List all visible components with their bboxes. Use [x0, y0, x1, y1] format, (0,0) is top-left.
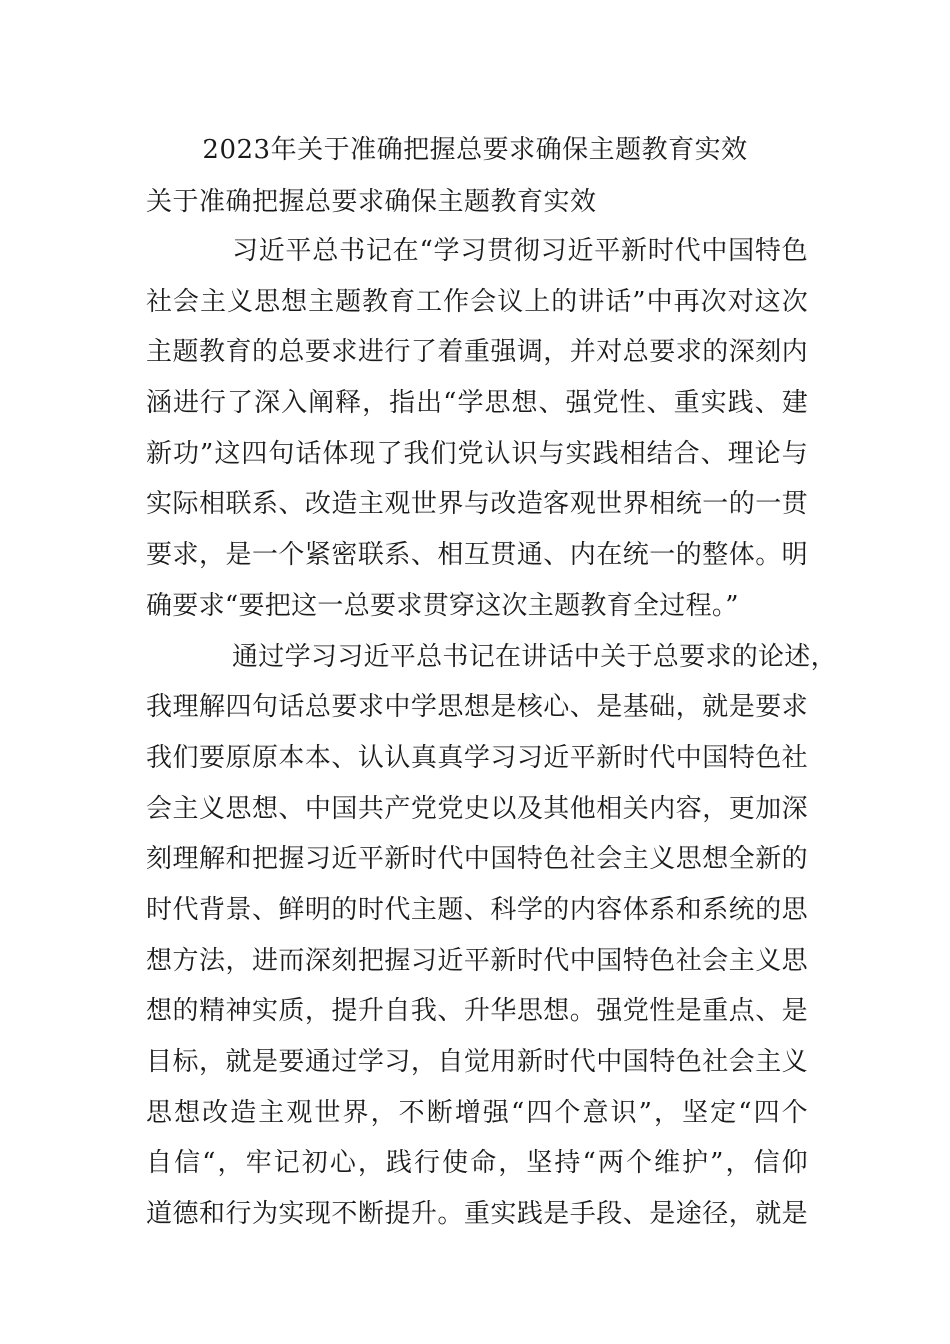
paragraph-line: 习近平总书记在“学习贯彻习近平新时代中国特色 [232, 236, 808, 266]
paragraph-line: 确要求“要把这一总要求贯穿这次主题教育全过程。” [146, 590, 739, 621]
paragraph-line: 自信“，牢记初心，践行使命，坚持“两个维护”，信仰 [146, 1148, 808, 1179]
paragraph-line: 通过学习习近平总书记在讲话中关于总要求的论述， [232, 641, 837, 672]
paragraph-line: 要求，是一个紧密联系、相互贯通、内在统一的整体。明 [146, 540, 808, 571]
paragraph-line: 目标，就是要通过学习，自觉用新时代中国特色社会主义 [146, 1047, 808, 1077]
paragraph-line: 道德和行为实现不断提升。重实践是手段、是途径，就是 [146, 1199, 808, 1230]
paragraph-line: 时代背景、鲜明的时代主题、科学的内容体系和系统的思 [146, 894, 808, 925]
paragraph [146, 226, 808, 632]
paragraph-line: 刻理解和把握习近平新时代中国特色社会主义思想全新的 [146, 844, 808, 875]
document-body [146, 226, 837, 1240]
paragraph-line: 会主义思想、中国共产党党史以及其他相关内容，更加深 [146, 793, 808, 824]
paragraph-line: 想的精神实质，提升自我、升华思想。强党性是重点、是 [146, 996, 808, 1027]
paragraph-line: 社会主义思想主题教育工作会议上的讲话”中再次对这次 [146, 286, 808, 317]
paragraph-line: 想方法，进而深刻把握习近平新时代中国特色社会主义思 [146, 945, 808, 976]
paragraph [146, 632, 837, 1240]
document-subtitle: 关于准确把握总要求确保主题教育实效 [146, 187, 597, 217]
document-title: 2023年关于准确把握总要求确保主题教育实效 [202, 135, 748, 165]
paragraph-line: 涵进行了深入阐释，指出“学思想、强党性、重实践、建 [146, 388, 808, 419]
paragraph-line: 主题教育的总要求进行了着重强调，并对总要求的深刻内 [146, 337, 808, 368]
paragraph-line: 我理解四句话总要求中学思想是核心、是基础，就是要求 [146, 692, 808, 723]
paragraph-line: 实际相联系、改造主观世界与改造客观世界相统一的一贯 [146, 489, 808, 520]
paragraph-line: 思想改造主观世界，不断增强“四个意识”，坚定“四个 [146, 1097, 808, 1128]
paragraph-line: 我们要原原本本、认认真真学习习近平新时代中国特色社 [146, 742, 808, 773]
paragraph-line: 新功”这四句话体现了我们党认识与实践相结合、理论与 [146, 438, 808, 469]
